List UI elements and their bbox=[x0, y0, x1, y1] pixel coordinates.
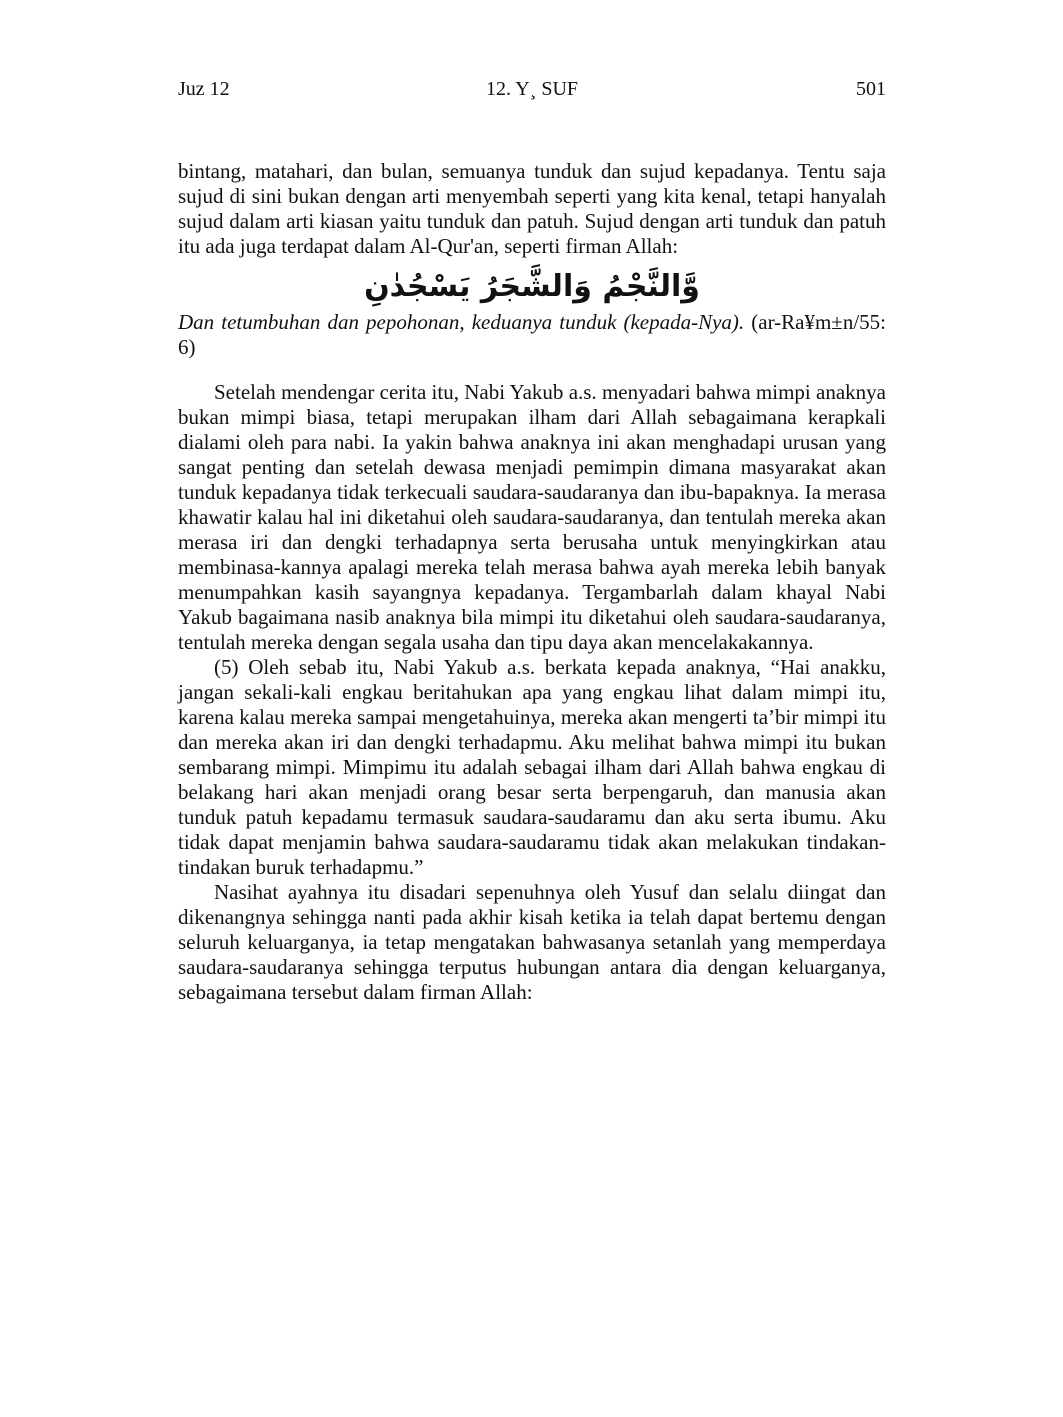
paragraph-3: Nasihat ayahnya itu disadari sepenuhnya oleh Yusuf dan selalu diingat dan dikenangnya sehingga nanti pada akhir kisah ketika ia telah dapat bertemu dengan seluruh keluarganya, ia tetap mengatakan bahwasanya setanlah yang memperdaya saudara-saudaranya sehingga terputus hubungan antara dia dengan keluarganya, sebagaimana tersebut dalam firman Allah: bbox=[178, 880, 886, 1004]
running-header bbox=[178, 76, 886, 102]
document-page bbox=[178, 0, 886, 1417]
page-number: 501 bbox=[856, 78, 886, 100]
surah-title: 12. Y¸ SUF bbox=[485, 78, 579, 100]
paragraph-1: Setelah mendengar cerita itu, Nabi Yakub a.s. menyadari bahwa mimpi anaknya bukan mimpi biasa, tetapi merupakan ilham dari Allah sebagaimana kerapkali dialami oleh para nabi. Ia yakin bahwa anaknya ini akan menghadapi urusan yang sangat penting dan setelah dewasa menjadi pemimpin dimana masyarakat akan tunduk kepadanya tidak terkecuali saudara-saudaranya dan ibu-bapaknya. Ia merasa khawatir kalau hal ini diketahui oleh saudara-saudaranya, dan tentulah mereka akan merasa iri dan dengki terhadapnya serta berusaha untuk menyingkirkan atau membinasa-kannya apalagi mereka telah merasa bahwa ayah mereka lebih banyak menumpahkan kasih sayangnya kepadanya. Tergambarlah dalam khayal Nabi Yakub bagaimana nasib anaknya bila mimpi itu diketahui oleh saudara-saudaranya, tentulah mereka dengan segala usaha dan tipu daya akan mencelakakannya. bbox=[178, 380, 886, 654]
arabic-verse: وَّالنَّجْمُ وَالشَّجَرُ يَسْجُدٰنِ bbox=[364, 269, 700, 304]
paragraph-gap bbox=[178, 360, 886, 380]
translation-text: Dan tetumbuhan dan pepohonan, keduanya tunduk (kepada-Nya). bbox=[178, 310, 745, 334]
verse-translation bbox=[178, 310, 886, 360]
body-text bbox=[178, 159, 886, 1005]
paragraph-2: (5) Oleh sebab itu, Nabi Yakub a.s. berkata kepada anaknya, “Hai anakku, jangan sekali-kali engkau beritahukan apa yang engkau lihat dalam mimpi itu, karena kalau mereka sampai mengetahuinya, mereka akan mengerti ta’bir mimpi itu dan mereka akan iri dan dengki terhadapmu. Aku melihat bahwa mimpi itu bukan sembarang mimpi. Mimpimu itu adalah sebagai ilham dari Allah bahwa engkau di belakang hari akan menjadi orang besar serta berpengaruh, dan manusia akan tunduk patuh kepadamu termasuk saudara-saudaramu dan aku serta ibumu. Aku tidak dapat menjamin bahwa saudara-saudaramu tidak akan melakukan tindakan-tindakan buruk terhadapmu.” bbox=[178, 655, 886, 879]
paragraph-intro: bintang, matahari, dan bulan, semuanya tunduk dan sujud kepadanya. Tentu saja sujud di sini bukan dengan arti menyembah seperti yang kita kenal, tetapi hanyalah sujud dalam arti kiasan yaitu tunduk dan patuh. Sujud dengan arti tunduk dan patuh itu ada juga terdapat dalam Al-Qur'an, seperti firman Allah: bbox=[178, 159, 886, 258]
juz-label: Juz 12 bbox=[178, 78, 230, 100]
verse-reference: (ar-Ra¥m±n/55: 6) bbox=[178, 310, 886, 359]
